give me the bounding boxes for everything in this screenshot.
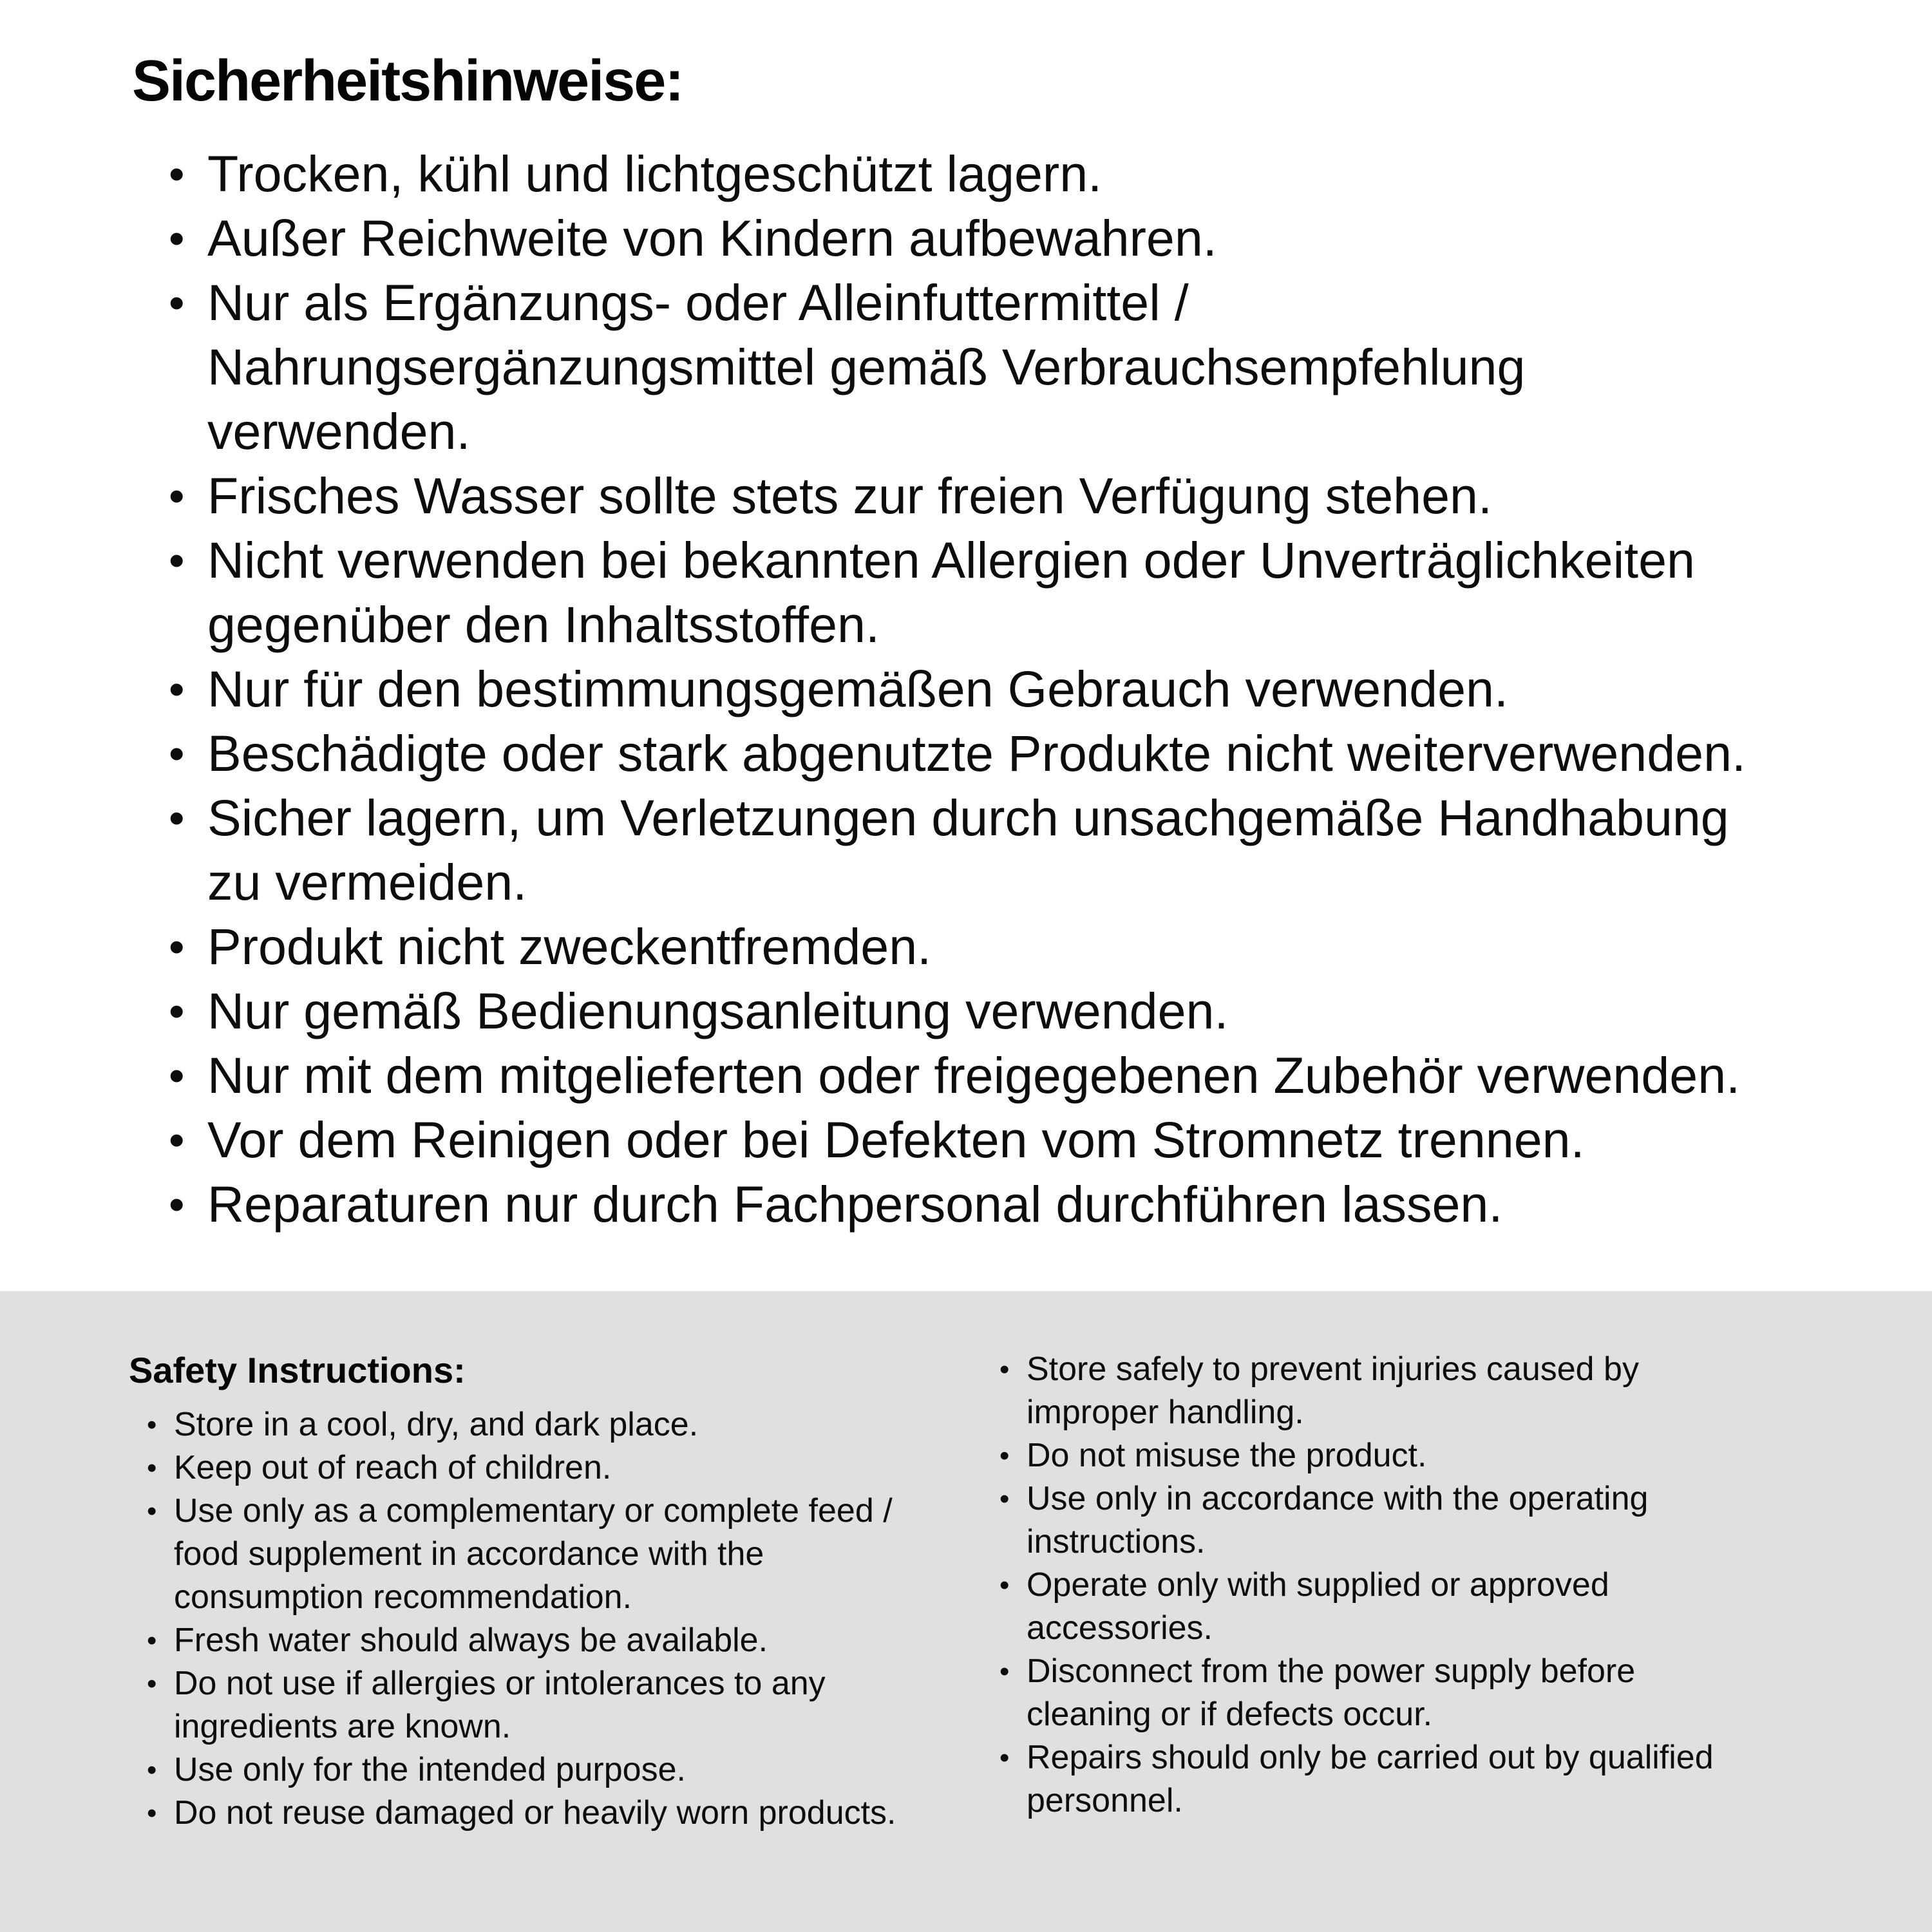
- list-item: [169, 1108, 1759, 1172]
- list-item-text: Keep out of reach of children.: [174, 1449, 612, 1486]
- list-item: [169, 979, 1759, 1043]
- english-left-column: [129, 1348, 985, 1835]
- list-item-text: Fresh water should always be available.: [174, 1622, 768, 1659]
- bullet-icon: •: [169, 1050, 185, 1101]
- list-item-text: Trocken, kühl und lichtgeschützt lagern.: [207, 145, 1103, 202]
- list-item-text: Store in a cool, dry, and dark place.: [174, 1406, 699, 1443]
- bullet-icon: •: [999, 1742, 1010, 1774]
- bullet-icon: •: [169, 986, 185, 1036]
- list-item-text: Nicht verwenden bei bekannten Allergien oder Unverträglichkeiten gegenüber den Inhaltsstoffen.: [207, 531, 1695, 653]
- bullet-icon: •: [169, 1179, 185, 1229]
- list-item: [147, 1446, 939, 1490]
- bullet-icon: •: [169, 1115, 185, 1165]
- list-item: [169, 657, 1759, 721]
- bullet-icon: •: [169, 471, 185, 521]
- bullet-icon: •: [147, 1452, 157, 1484]
- bullet-icon: •: [169, 728, 185, 779]
- bullet-icon: •: [169, 922, 185, 972]
- german-instructions-list: [169, 142, 1759, 1236]
- bullet-icon: •: [169, 278, 185, 328]
- bullet-icon: •: [999, 1656, 1010, 1687]
- bullet-icon: •: [999, 1569, 1010, 1601]
- bullet-icon: •: [147, 1495, 157, 1527]
- list-item-text: Außer Reichweite von Kindern aufbewahren.: [207, 209, 1217, 267]
- list-item: [147, 1490, 939, 1619]
- bullet-icon: •: [999, 1483, 1010, 1515]
- list-item-text: Do not reuse damaged or heavily worn products.: [174, 1794, 896, 1832]
- list-item: [169, 464, 1759, 528]
- list-item: [147, 1792, 939, 1835]
- list-item-text: Frisches Wasser sollte stets zur freien Verfügung stehen.: [207, 467, 1492, 524]
- list-item: [169, 786, 1759, 914]
- list-item-text: Repairs should only be carried out by qualified personnel.: [1027, 1739, 1714, 1819]
- list-item-text: Disconnect from the power supply before cleaning or if defects occur.: [1027, 1653, 1636, 1733]
- bullet-icon: •: [169, 535, 185, 585]
- list-item: [169, 1172, 1759, 1236]
- german-heading: Sicherheitshinweise:: [132, 49, 683, 113]
- english-heading: Safety Instructions:: [129, 1350, 466, 1390]
- list-item-text: Store safely to prevent injuries caused by improper handling.: [1027, 1350, 1639, 1431]
- list-item-text: Nur gemäß Bedienungsanleitung verwenden.: [207, 982, 1229, 1039]
- list-item-text: Vor dem Reinigen oder bei Defekten vom Stromnetz trennen.: [207, 1111, 1585, 1168]
- list-item-text: Sicher lagern, um Verletzungen durch unsachgemäße Handhabung zu vermeiden.: [207, 789, 1729, 911]
- english-instructions-list-left: [147, 1403, 939, 1835]
- list-item: [999, 1564, 1741, 1650]
- list-item-text: Nur als Ergänzungs- oder Alleinfuttermittel / Nahrungsergänzungsmittel gemäß Verbrauchsempfehlung verwenden.: [207, 274, 1526, 460]
- bullet-icon: •: [169, 793, 185, 843]
- list-item-text: Use only for the intended purpose.: [174, 1751, 686, 1788]
- list-item-text: Produkt nicht zweckentfremden.: [207, 918, 932, 975]
- bullet-icon: •: [147, 1754, 157, 1786]
- bullet-icon: •: [147, 1409, 157, 1441]
- list-item-text: Reparaturen nur durch Fachpersonal durchführen lassen.: [207, 1175, 1503, 1233]
- list-item: [169, 721, 1759, 786]
- list-item: [999, 1736, 1741, 1823]
- bullet-icon: •: [147, 1625, 157, 1656]
- list-item: [999, 1434, 1741, 1477]
- bullet-icon: •: [999, 1354, 1010, 1385]
- english-instructions-list-right: [999, 1348, 1741, 1823]
- bullet-icon: •: [169, 149, 185, 199]
- list-item: [147, 1619, 939, 1662]
- list-item-text: Use only as a complementary or complete feed / food supplement in accordance with the consumption recommendation.: [174, 1492, 893, 1616]
- list-item-text: Do not use if allergies or intolerances to any ingredients are known.: [174, 1665, 826, 1745]
- english-section: [0, 1291, 1932, 1932]
- list-item: [147, 1748, 939, 1792]
- list-item: [169, 1043, 1759, 1108]
- bullet-icon: •: [999, 1440, 1010, 1472]
- list-item: [169, 206, 1759, 270]
- list-item: [147, 1403, 939, 1446]
- list-item-text: Do not misuse the product.: [1027, 1437, 1427, 1474]
- list-item: [999, 1348, 1741, 1434]
- list-item: [169, 528, 1759, 657]
- list-item: [147, 1662, 939, 1748]
- list-item-text: Operate only with supplied or approved accessories.: [1027, 1566, 1609, 1647]
- list-item: [169, 914, 1759, 979]
- list-item-text: Nur für den bestimmungsgemäßen Gebrauch verwenden.: [207, 660, 1508, 717]
- english-right-column: [999, 1348, 1932, 1823]
- list-item-text: Use only in accordance with the operating instructions.: [1027, 1480, 1649, 1560]
- list-item: [999, 1650, 1741, 1736]
- list-item-text: Nur mit dem mitgelieferten oder freigegebenen Zubehör verwenden.: [207, 1046, 1741, 1104]
- list-item-text: Beschädigte oder stark abgenutzte Produkte nicht weiterverwenden.: [207, 724, 1746, 782]
- bullet-icon: •: [169, 664, 185, 714]
- list-item: [169, 270, 1759, 464]
- bullet-icon: •: [147, 1668, 157, 1700]
- list-item: [169, 142, 1759, 206]
- bullet-icon: •: [147, 1797, 157, 1829]
- list-item: [999, 1477, 1741, 1564]
- bullet-icon: •: [169, 213, 185, 263]
